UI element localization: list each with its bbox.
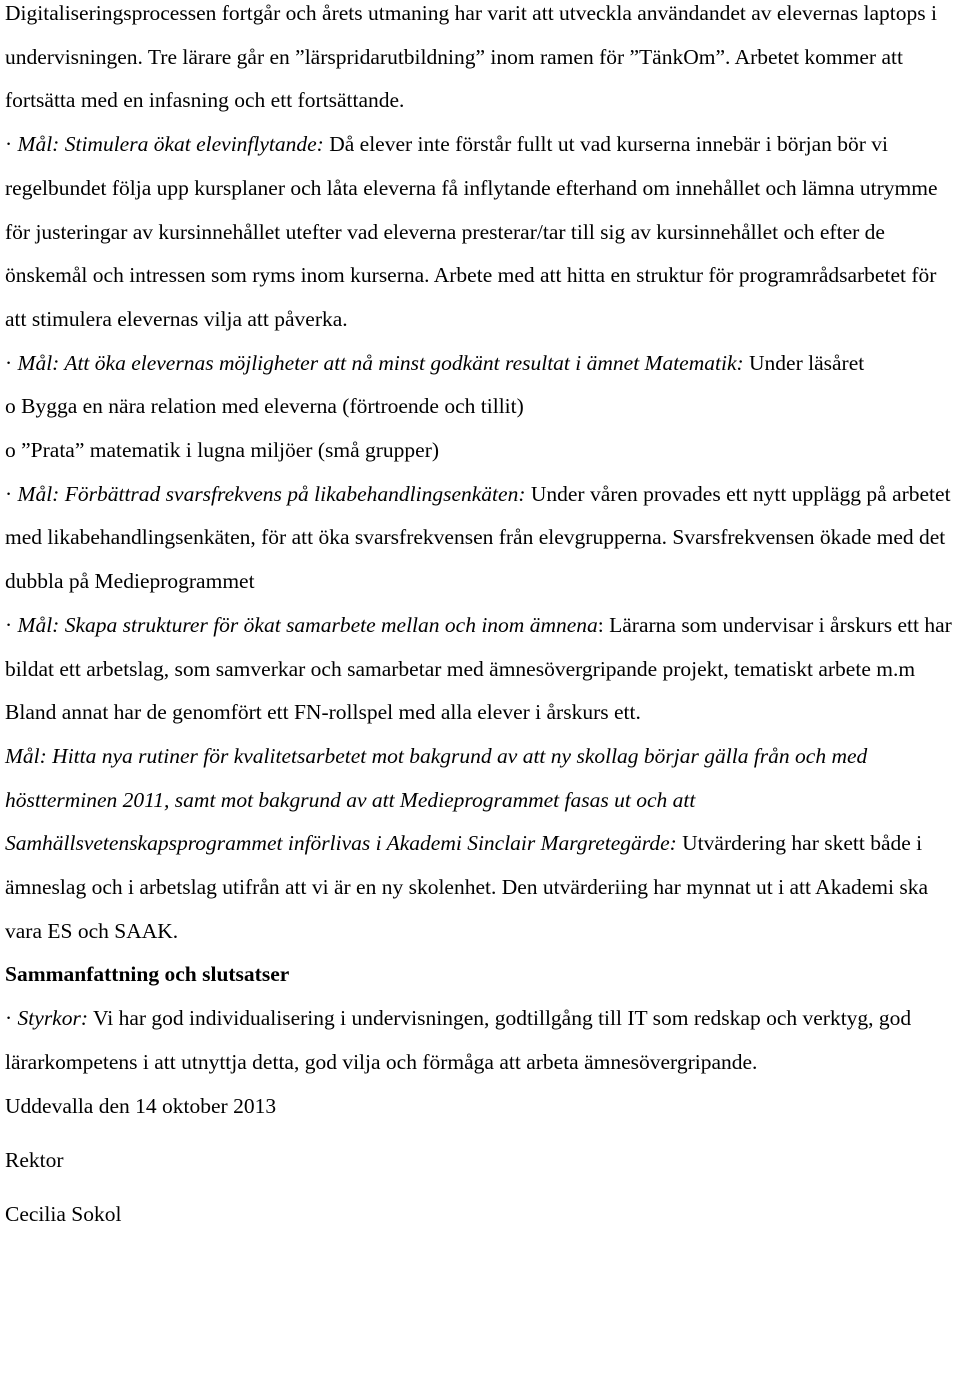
bullet-marker: · [5,481,13,506]
signatory-name: Cecilia Sokol [5,1201,122,1226]
goal-influence-text: Då elever inte förstår fullt ut vad kurserna innebär i början bör vi regelbundet följa upp kursplaner och låta eleverna få inflytande efterhand om innehållet och lämna utrymme för justeringar av kursinnehållet utefter vad eleverna presterar/tar till sig av kursinnehållet och efter de önskemål och intressen som ryms inom kurserna. Arbete med att hitta en struktur för programrådsarbetet för att stimulera elevernas vilja att påverka. [5,132,938,331]
intro-paragraph [5,0,957,123]
goal-cooperation-text: : Lärarna som undervisar i årskurs ett har bildat ett arbetslag, som samverkar och samarbetar med ämnesövergripande projekt, tematiskt arbete m.m Bland annat har de genomfört ett FN-rollspel med alla elever i årskurs ett. [5,612,952,725]
goal-quality-paragraph [5,735,957,954]
goal-survey-lead: Mål: Förbättrad svarsfrekvens på likabehandlingsenkäten: [17,481,526,506]
goal-math-item [5,385,957,429]
bullet-marker: · [5,612,13,637]
list-item-text: o ”Prata” matematik i lugna miljöer (små grupper) [5,438,440,463]
summary-heading: Sammanfattning och slutsatser [5,962,290,987]
signatory-role: Rektor [5,1148,64,1173]
goal-influence-lead: Mål: Stimulera ökat elevinflytande: [17,132,324,157]
intro-text: Digitaliseringsprocessen fortgår och årets utmaning har varit att utveckla användandet av elevernas laptops i undervisningen. Tre lärare går en ”lärspridarutbildning” inom ramen för ”TänkOm”. Arbetet kommer att fortsätta med en infasning och ett fortsättande. [5,1,937,113]
goal-quality-lead: Mål: Hitta nya rutiner för kvalitetsarbetet mot bakgrund av att ny skollag börjar gälla från och med höstterminen 2011, samt mot bakgrund av att Medieprogrammet fasas ut och att Samhällsvetenskapsprogrammet införlivas i Akademi Sinclair Margretegärde: [5,743,868,856]
bullet-marker: · [5,132,13,157]
place-date: Uddevalla den 14 oktober 2013 [5,1093,277,1118]
goal-math-text: Under läsåret [749,350,865,375]
list-item-text: o Bygga en nära relation med eleverna (förtroende och tillit) [5,394,524,419]
goal-cooperation-lead: Mål: Skapa strukturer för ökat samarbete mellan och inom ämnena [17,612,598,637]
bullet-marker: · [5,350,13,375]
goal-influence-paragraph [5,123,957,342]
goal-math-item [5,429,957,473]
strengths-lead: Styrkor: [17,1006,88,1031]
goal-cooperation-paragraph [5,604,957,735]
strengths-text: Vi har god individualisering i undervisningen, godtillgång till IT som redskap och verktyg, god lärarkompetens i att utnyttja detta, god vilja och förmåga att arbeta ämnesövergripande. [5,1006,912,1074]
goal-survey-text: Under våren provades ett nytt upplägg på arbetet med likabehandlingsenkäten, för att öka svarsfrekvensen från elevgrupperna. Svarsfrekvensen ökade med det dubbla på Medieprogrammet [5,481,951,594]
bullet-marker: · [5,1006,13,1031]
goal-quality-text: Utvärdering har skett både i ämneslag och i arbetslag utifrån att vi är en ny skolenhet. Den utvärderiing har mynnat ut i att Akademi ska vara ES och SAAK. [5,831,929,943]
summary-strengths-paragraph [5,997,957,1084]
goal-math-lead: Mål: Att öka elevernas möjligheter att nå minst godkänt resultat i ämnet Matematik: [17,350,744,375]
goal-math-paragraph [5,342,957,386]
goal-survey-paragraph [5,473,957,604]
document-page [5,0,957,1237]
